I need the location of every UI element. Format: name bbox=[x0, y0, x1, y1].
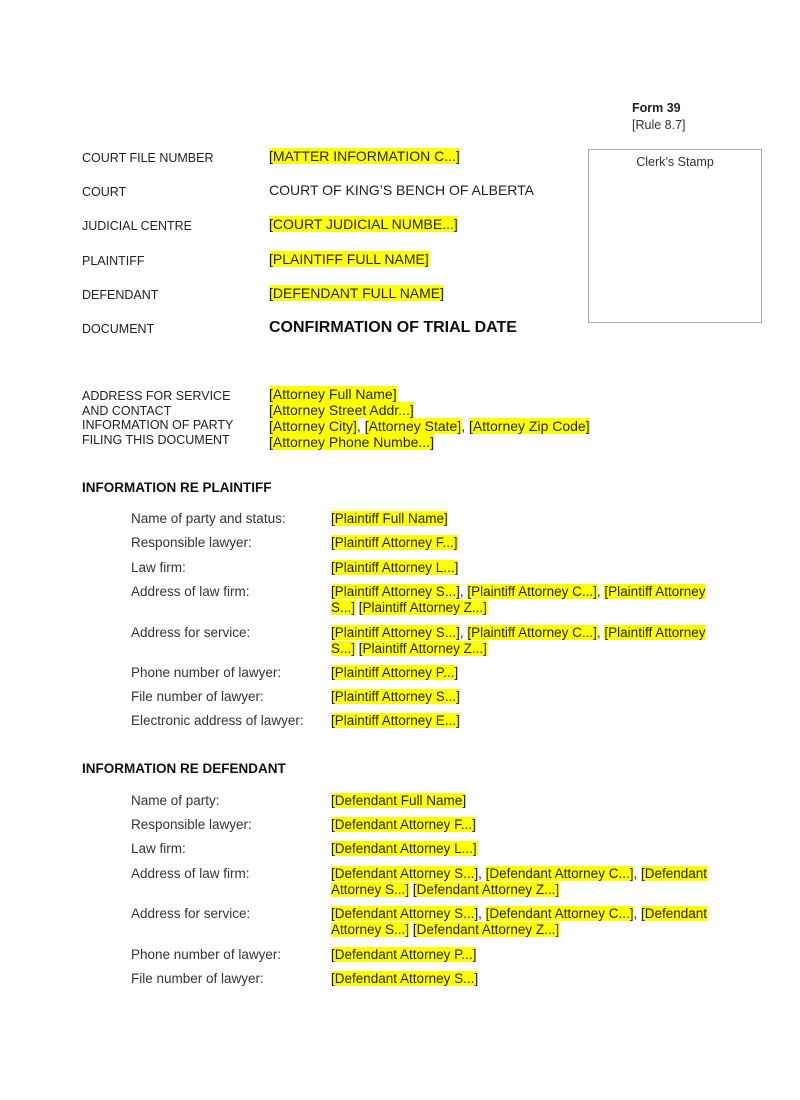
plaintiff-firm-address-label: Address of law firm: bbox=[131, 584, 250, 599]
plaintiff-phone-label: Phone number of lawyer: bbox=[131, 665, 282, 680]
document-title: CONFIRMATION OF TRIAL DATE bbox=[269, 319, 517, 336]
clerk-stamp-box bbox=[588, 149, 762, 323]
clerk-stamp-title: Clerk’s Stamp bbox=[636, 155, 714, 169]
plaintiff-service-zip-field[interactable]: [Plaintiff Attorney Z...] bbox=[358, 641, 487, 656]
plaintiff-section-title: INFORMATION RE PLAINTIFF bbox=[82, 480, 272, 495]
form-number: Form 39 bbox=[632, 101, 681, 115]
plaintiff-service-street-field[interactable]: [Plaintiff Attorney S...] bbox=[331, 625, 460, 640]
defendant-firm-zip-field[interactable]: [Defendant Attorney Z...] bbox=[412, 882, 560, 897]
defendant-name-label: Name of party: bbox=[131, 793, 220, 808]
plaintiff-lawyer-label: Responsible lawyer: bbox=[131, 535, 252, 550]
court-value: COURT OF KING’S BENCH OF ALBERTA bbox=[269, 182, 535, 198]
attorney-state-field[interactable]: [Attorney State] bbox=[364, 418, 462, 434]
defendant-phone-field[interactable]: [Defendant Attorney P...] bbox=[331, 947, 477, 962]
defendant-file-field[interactable]: [Defendant Attorney S...] bbox=[331, 971, 479, 986]
defendant-firm-field[interactable]: [Defendant Attorney L...] bbox=[331, 841, 477, 856]
defendant-service-city-field[interactable]: [Defendant Attorney C...] bbox=[485, 906, 634, 921]
plaintiff-firm-address: [Plaintiff Attorney S...], [Plaintiff Attorney C...], [Plaintiff Attorney S...] [Plaintiff Attorney Z...] bbox=[331, 584, 706, 615]
attorney-phone-field[interactable]: [Attorney Phone Numbe...] bbox=[269, 434, 434, 450]
defendant-name-field[interactable]: [DEFENDANT FULL NAME] bbox=[269, 285, 445, 301]
plaintiff-firm-city-field[interactable]: [Plaintiff Attorney C...] bbox=[467, 584, 597, 599]
defendant-firm-label: Law firm: bbox=[131, 841, 186, 856]
plaintiff-file-field[interactable]: [Plaintiff Attorney S...] bbox=[331, 689, 460, 704]
form-rule: [Rule 8.7] bbox=[632, 118, 686, 132]
defendant-firm-street-field[interactable]: [Defendant Attorney S...] bbox=[331, 866, 479, 881]
defendant-firm-state-field[interactable]: [Defendant Attorney S...] bbox=[331, 866, 708, 897]
defendant-service-zip-field[interactable]: [Defendant Attorney Z...] bbox=[412, 922, 560, 937]
defendant-section-title: INFORMATION RE DEFENDANT bbox=[82, 761, 286, 776]
defendant-service-street-field[interactable]: [Defendant Attorney S...] bbox=[331, 906, 479, 921]
plaintiff-email-field[interactable]: [Plaintiff Attorney E...] bbox=[331, 713, 460, 728]
court-file-number-field[interactable]: [MATTER INFORMATION C...] bbox=[269, 148, 460, 164]
plaintiff-name-field[interactable]: [PLAINTIFF FULL NAME] bbox=[269, 251, 429, 267]
court-label: COURT bbox=[82, 185, 127, 199]
plaintiff-service-state-field[interactable]: [Plaintiff Attorney S...] bbox=[331, 625, 706, 656]
court-file-number-label: COURT FILE NUMBER bbox=[82, 151, 214, 165]
plaintiff-file-label: File number of lawyer: bbox=[131, 689, 264, 704]
plaintiff-firm-label: Law firm: bbox=[131, 560, 186, 575]
defendant-phone-label: Phone number of lawyer: bbox=[131, 947, 282, 962]
judicial-centre-label: JUDICIAL CENTRE bbox=[82, 219, 192, 233]
defendant-firm-city-field[interactable]: [Defendant Attorney C...] bbox=[485, 866, 634, 881]
defendant-firm-address-label: Address of law firm: bbox=[131, 866, 250, 881]
plaintiff-firm-field[interactable]: [Plaintiff Attorney L...] bbox=[331, 560, 459, 575]
plaintiff-firm-street-field[interactable]: [Plaintiff Attorney S...] bbox=[331, 584, 460, 599]
attorney-address-block: [Attorney Full Name] [Attorney Street Addr...] [Attorney City], [Attorney State], [Attorney Zip Code] [Attorney Phone Numbe...] bbox=[269, 386, 590, 450]
document-label: DOCUMENT bbox=[82, 322, 155, 336]
plaintiff-email-label: Electronic address of lawyer: bbox=[131, 713, 304, 728]
plaintiff-firm-state-field[interactable]: [Plaintiff Attorney S...] bbox=[331, 584, 706, 615]
judicial-centre-field[interactable]: [COURT JUDICIAL NUMBE...] bbox=[269, 216, 458, 232]
plaintiff-lawyer-field[interactable]: [Plaintiff Attorney F...] bbox=[331, 535, 458, 550]
defendant-party-name-field[interactable]: [Defendant Full Name] bbox=[331, 793, 467, 808]
plaintiff-service-label: Address for service: bbox=[131, 625, 251, 640]
plaintiff-service-address: [Plaintiff Attorney S...], [Plaintiff Attorney C...], [Plaintiff Attorney S...] [Plaintiff Attorney Z...] bbox=[331, 625, 706, 656]
defendant-file-label: File number of lawyer: bbox=[131, 971, 264, 986]
defendant-service-state-field[interactable]: [Defendant Attorney S...] bbox=[331, 906, 708, 937]
attorney-street-field[interactable]: [Attorney Street Addr...] bbox=[269, 402, 414, 418]
defendant-label: DEFENDANT bbox=[82, 288, 159, 302]
defendant-lawyer-field[interactable]: [Defendant Attorney F...] bbox=[331, 817, 476, 832]
plaintiff-service-city-field[interactable]: [Plaintiff Attorney C...] bbox=[467, 625, 597, 640]
address-for-service-label: ADDRESS FOR SERVICE AND CONTACT INFORMATION OF PARTY FILING THIS DOCUMENT bbox=[82, 389, 234, 447]
plaintiff-firm-zip-field[interactable]: [Plaintiff Attorney Z...] bbox=[358, 600, 487, 615]
defendant-firm-address: [Defendant Attorney S...], [Defendant Attorney C...], [Defendant Attorney S...] [Defendant Attorney Z...] bbox=[331, 866, 708, 897]
plaintiff-party-name-field[interactable]: [Plaintiff Full Name] bbox=[331, 511, 448, 526]
defendant-service-label: Address for service: bbox=[131, 906, 251, 921]
plaintiff-phone-field[interactable]: [Plaintiff Attorney P...] bbox=[331, 665, 459, 680]
attorney-name-field[interactable]: [Attorney Full Name] bbox=[269, 386, 397, 402]
plaintiff-name-label: Name of party and status: bbox=[131, 511, 286, 526]
attorney-city-field[interactable]: [Attorney City] bbox=[269, 418, 357, 434]
defendant-lawyer-label: Responsible lawyer: bbox=[131, 817, 252, 832]
attorney-zip-field[interactable]: [Attorney Zip Code] bbox=[468, 418, 590, 434]
defendant-service-address: [Defendant Attorney S...], [Defendant Attorney C...], [Defendant Attorney S...] [Defendant Attorney Z...] bbox=[331, 906, 708, 937]
plaintiff-label: PLAINTIFF bbox=[82, 254, 145, 268]
